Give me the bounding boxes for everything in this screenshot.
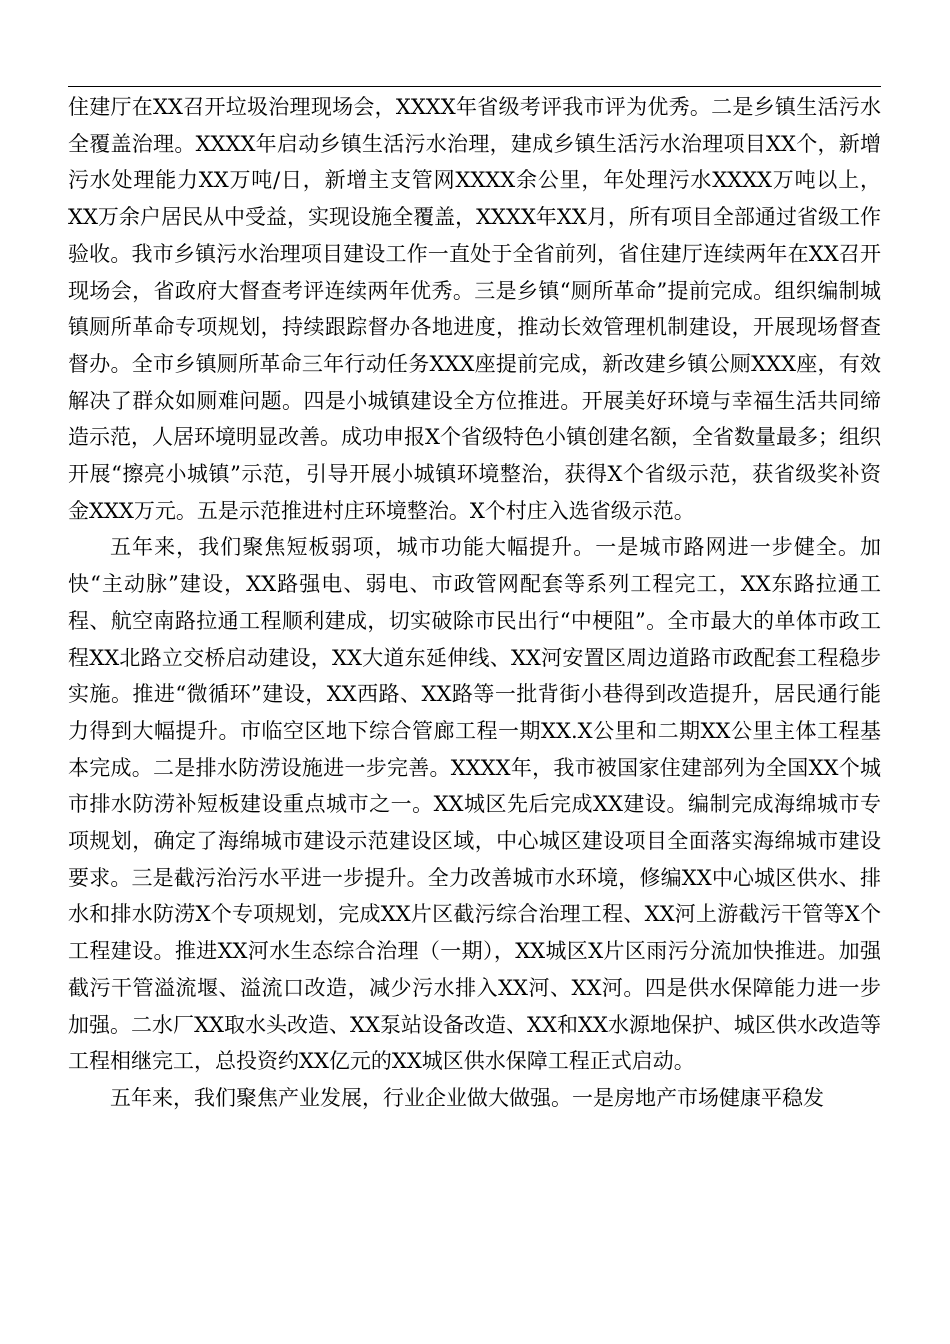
paragraph-industry-development: 五年来，我们聚焦产业发展，行业企业做大做强。一是房地产市场健康平稳发 (110, 1085, 824, 1110)
header-rule (68, 86, 881, 87)
paragraph-continuation: 住建厅在XX召开垃圾治理现场会，XXXX年省级考评我市评为优秀。二是乡镇生活污水全覆盖治理。XXXX年启动乡镇生活污水治理，建成乡镇生活污水治理项目XX个，新增污水处理能力XX万吨/日，新增主支管网XXXX余公里，年处理污水XXXX万吨以上，XX万余户居民从中受益，实现设施全覆盖，XXXX年XX月，所有项目全部通过省级工作验收。我市乡镇污水治理项目建设工作一直处于全省前列，省住建厅连续两年在XX召开现场会，省政府大督查考评连续两年优秀。三是乡镇“厕所革命”提前完成。组织编制城镇厕所革命专项规划，持续跟踪督办各地进度，推动长效管理机制建设，开展现场督查督办。全市乡镇厕所革命三年行动任务XXX座提前完成，新改建乡镇公厕XXX座，有效解决了群众如厕难问题。四是小城镇建设全方位推进。开展美好环境与幸福生活共同缔造示范，人居环境明显改善。成功申报X个省级特色小镇创建名额，全省数量最多；组织开展“擦亮小城镇”示范，引导开展小城镇环境整治，获得X个省级示范，获省级奖补资金XXX万元。五是示范推进村庄环境整治。X个村庄入选省级示范。 (68, 95, 881, 523)
document-body (68, 89, 881, 1117)
paragraph-urban-function: 五年来，我们聚焦短板弱项，城市功能大幅提升。一是城市路网进一步健全。加快“主动脉”建设，XX路强电、弱电、市政管网配套等系列工程完工，XX东路拉通工程、航空南路拉通工程顺利建成，切实破除市民出行“中梗阻”。全市最大的单体市政工程XX北路立交桥启动建设，XX大道东延伸线、XX河安置区周边道路市政配套工程稳步实施。推进“微循环”建设，XX西路、XX路等一批背街小巷得到改造提升，居民通行能力得到大幅提升。市临空区地下综合管廊工程一期XX.X公里和二期XX公里主体工程基本完成。二是排水防涝设施进一步完善。XXXX年，我市被国家住建部列为全国XX个城市排水防涝补短板建设重点城市之一。XX城区先后完成XX建设。编制完成海绵城市专项规划，确定了海绵城市建设示范建设区域，中心城区建设项目全面落实海绵城市建设要求。三是截污治污水平进一步提升。全力改善城市水环境，修编XX中心城区供水、排水和排水防涝X个专项规划，完成XX片区截污综合治理工程、XX河上游截污干管等X个工程建设。推进XX河水生态综合治理（一期），XX城区X片区雨污分流加快推进。加强截污干管溢流堰、溢流口改造，减少污水排入XX河、XX河。四是供水保障能力进一步加强。二水厂XX取水头改造、XX泵站设备改造、XX和XX水源地保护、城区供水改造等工程相继完工，总投资约XX亿元的XX城区供水保障工程正式启动。 (68, 535, 881, 1074)
